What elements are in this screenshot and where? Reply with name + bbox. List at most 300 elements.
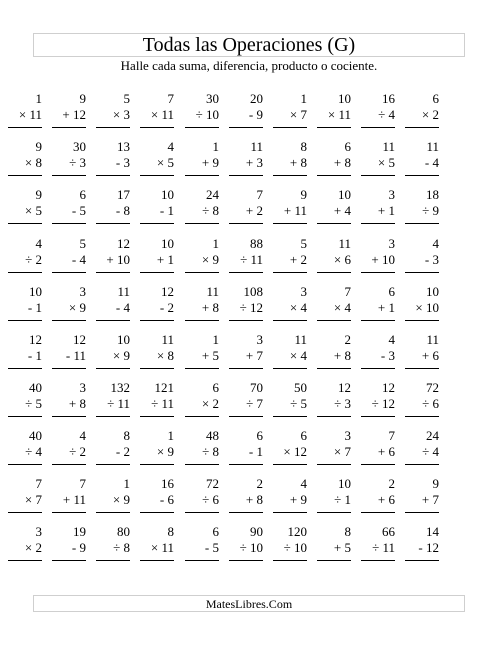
answer-line [140,272,174,273]
operand-top: 121 [154,380,174,395]
operand-top: 9 [300,187,307,202]
operand-bottom: × 4 [289,348,307,363]
answer-line [317,175,351,176]
problem [96,92,130,132]
operand-top: 11 [426,139,439,154]
operand-bottom: + 8 [333,348,351,363]
operand-bottom: - 1 [27,348,42,363]
answer-line [8,175,42,176]
operand-bottom: + 7 [245,348,263,363]
problem [317,477,351,517]
operand-top: 14 [426,524,439,539]
problem [185,237,219,277]
problem [8,477,42,517]
operand-top: 7 [256,187,263,202]
answer-line [185,272,219,273]
operand-bottom: × 5 [24,203,42,218]
operand-top: 8 [123,428,130,443]
answer-line [96,512,130,513]
problem [361,140,395,180]
problem [405,140,439,180]
operand-bottom: + 6 [377,492,395,507]
answer-line [140,512,174,513]
operand-bottom: + 1 [377,300,395,315]
operand-top: 6 [212,524,219,539]
operand-bottom: - 1 [27,300,42,315]
operand-bottom: × 9 [201,252,219,267]
operand-bottom: × 9 [156,444,174,459]
operand-bottom: × 10 [415,300,439,315]
operand-top: 10 [117,332,130,347]
operand-bottom: ÷ 3 [334,396,351,411]
operand-bottom: + 2 [245,203,263,218]
operand-top: 4 [79,428,86,443]
footer-site: MatesLibres.Com [205,596,293,611]
operand-bottom: ÷ 7 [246,396,263,411]
operand-bottom: ÷ 5 [290,396,307,411]
answer-line [8,223,42,224]
operand-top: 40 [29,380,42,395]
operand-bottom: × 9 [112,348,130,363]
problem [140,381,174,421]
problem [273,525,307,565]
operand-top: 9 [35,187,42,202]
answer-line [185,560,219,561]
operand-bottom: - 1 [159,203,174,218]
problem [273,188,307,228]
problem [52,381,86,421]
answer-line [8,512,42,513]
operand-bottom: - 9 [248,107,263,122]
problem [229,477,263,517]
problem [52,237,86,277]
problem [96,188,130,228]
problem [52,92,86,132]
operand-top: 11 [206,284,219,299]
answer-line [361,416,395,417]
problem [52,333,86,373]
operand-top: 66 [382,524,395,539]
operand-top: 4 [167,139,174,154]
operand-top: 19 [73,524,86,539]
answer-line [229,320,263,321]
problem [229,188,263,228]
answer-line [229,175,263,176]
operand-bottom: + 4 [333,203,351,218]
operand-top: 30 [206,91,219,106]
operand-top: 6 [344,139,351,154]
problem [96,525,130,565]
answer-line [273,512,307,513]
operand-top: 9 [79,91,86,106]
operand-bottom: + 10 [371,252,395,267]
answer-line [8,464,42,465]
answer-line [229,560,263,561]
problem [361,285,395,325]
answer-line [361,512,395,513]
operand-bottom: - 12 [418,540,439,555]
problem [405,333,439,373]
answer-line [317,320,351,321]
operand-bottom: × 2 [201,396,219,411]
problem [185,285,219,325]
operand-bottom: - 8 [115,203,130,218]
answer-line [361,464,395,465]
operand-top: 13 [117,139,130,154]
problem [273,429,307,469]
operand-top: 3 [300,284,307,299]
operand-bottom: ÷ 10 [239,540,263,555]
operand-bottom: ÷ 1 [334,492,351,507]
problem [273,285,307,325]
problem-row [24,187,465,228]
answer-line [140,464,174,465]
problem [317,429,351,469]
operand-bottom: × 11 [327,107,351,122]
problem [185,477,219,517]
operand-top: 6 [300,428,307,443]
operand-top: 3 [344,428,351,443]
operand-top: 40 [29,428,42,443]
problem-row [24,524,465,565]
answer-line [8,416,42,417]
answer-line [317,127,351,128]
operand-bottom: + 1 [377,203,395,218]
operand-bottom: × 7 [333,444,351,459]
operand-top: 8 [300,139,307,154]
answer-line [405,223,439,224]
operand-top: 3 [388,236,395,251]
page-title: Todas las Operaciones (G) [142,34,356,56]
operand-bottom: × 2 [24,540,42,555]
answer-line [317,416,351,417]
answer-line [317,272,351,273]
operand-top: 12 [338,380,351,395]
operand-top: 5 [79,236,86,251]
answer-line [273,175,307,176]
answer-line [52,272,86,273]
problem [185,525,219,565]
operand-bottom: × 2 [421,107,439,122]
operand-top: 10 [338,187,351,202]
answer-line [8,560,42,561]
operand-bottom: × 8 [24,155,42,170]
problem [140,237,174,277]
answer-line [273,464,307,465]
problem [140,140,174,180]
problem [8,92,42,132]
answer-line [229,272,263,273]
problem [361,237,395,277]
operand-top: 1 [212,139,219,154]
operand-top: 16 [382,91,395,106]
answer-line [185,416,219,417]
operand-top: 7 [167,91,174,106]
operand-bottom: × 7 [24,492,42,507]
answer-line [96,175,130,176]
operand-bottom: - 4 [115,300,130,315]
operand-top: 4 [432,236,439,251]
operand-top: 120 [287,524,307,539]
operand-top: 24 [426,428,439,443]
problem [229,237,263,277]
answer-line [361,560,395,561]
operand-bottom: × 8 [156,348,174,363]
operand-bottom: ÷ 12 [239,300,263,315]
operand-top: 9 [35,139,42,154]
operand-top: 12 [117,236,130,251]
operand-top: 70 [250,380,263,395]
problem [52,477,86,517]
operand-bottom: × 12 [283,444,307,459]
problem [405,381,439,421]
answer-line [273,368,307,369]
operand-bottom: - 9 [71,540,86,555]
answer-line [96,223,130,224]
answer-line [52,368,86,369]
answer-line [140,416,174,417]
problem [405,285,439,325]
operand-bottom: × 7 [289,107,307,122]
operand-bottom: + 9 [201,155,219,170]
answer-line [361,272,395,273]
answer-line [361,223,395,224]
operand-bottom: - 3 [424,252,439,267]
problem [96,285,130,325]
problem [361,333,395,373]
answer-line [405,175,439,176]
instructions: Halle cada suma, diferencia, producto o cociente. [120,58,378,73]
operand-bottom: + 6 [377,444,395,459]
operand-top: 11 [382,139,395,154]
problem [185,92,219,132]
answer-line [361,127,395,128]
operand-bottom: - 6 [159,492,174,507]
answer-line [52,175,86,176]
operand-bottom: + 8 [333,155,351,170]
operand-top: 6 [388,284,395,299]
operand-top: 7 [344,284,351,299]
operand-top: 90 [250,524,263,539]
operand-top: 11 [338,236,351,251]
operand-bottom: × 6 [333,252,351,267]
operand-bottom: × 9 [68,300,86,315]
operand-bottom: × 11 [150,107,174,122]
operand-bottom: ÷ 8 [202,203,219,218]
answer-line [140,368,174,369]
operand-top: 2 [256,476,263,491]
problem [96,477,130,517]
operand-top: 10 [161,187,174,202]
operand-bottom: + 5 [201,348,219,363]
operand-top: 4 [388,332,395,347]
operand-top: 6 [256,428,263,443]
problem [317,381,351,421]
problem-row [27,284,465,325]
operand-top: 72 [206,476,219,491]
operand-top: 5 [300,236,307,251]
operand-bottom: - 11 [65,348,86,363]
operand-bottom: × 5 [377,155,395,170]
operand-bottom: + 8 [201,300,219,315]
problem [8,381,42,421]
operand-top: 12 [161,284,174,299]
operand-bottom: × 11 [18,107,42,122]
problem [317,92,351,132]
operand-top: 6 [432,91,439,106]
problem [317,525,351,565]
problem [52,525,86,565]
operand-top: 11 [250,139,263,154]
problem [317,333,351,373]
operand-top: 4 [300,476,307,491]
problem [229,429,263,469]
problem [140,285,174,325]
problem [8,285,42,325]
operand-top: 2 [344,332,351,347]
operand-top: 80 [117,524,130,539]
answer-line [185,223,219,224]
answer-line [140,223,174,224]
problem [317,188,351,228]
operand-top: 11 [426,332,439,347]
operand-bottom: - 2 [159,300,174,315]
problem [317,237,351,277]
answer-line [361,368,395,369]
operand-top: 7 [79,476,86,491]
answer-line [361,320,395,321]
answer-line [52,512,86,513]
answer-line [52,416,86,417]
operand-top: 10 [426,284,439,299]
operand-bottom: - 3 [380,348,395,363]
answer-line [273,272,307,273]
operand-bottom: ÷ 5 [25,396,42,411]
operand-top: 8 [167,524,174,539]
operand-bottom: + 12 [62,107,86,122]
answer-line [185,464,219,465]
problem [185,188,219,228]
problem [52,285,86,325]
operand-top: 11 [117,284,130,299]
operand-bottom: × 5 [156,155,174,170]
operand-top: 10 [161,236,174,251]
operand-top: 4 [35,236,42,251]
answer-line [405,320,439,321]
problem [96,140,130,180]
operand-top: 10 [338,476,351,491]
operand-top: 18 [426,187,439,202]
answer-line [405,560,439,561]
problem [140,92,174,132]
problem [52,429,86,469]
answer-line [185,127,219,128]
operand-top: 48 [206,428,219,443]
answer-line [52,127,86,128]
operand-top: 1 [123,476,130,491]
problem [8,333,42,373]
operand-bottom: - 3 [115,155,130,170]
problem-row [18,91,465,132]
operand-bottom: + 5 [333,540,351,555]
problem [52,188,86,228]
operand-bottom: ÷ 11 [151,396,174,411]
answer-line [140,560,174,561]
operand-bottom: ÷ 4 [378,107,395,122]
problem [8,237,42,277]
answer-line [405,416,439,417]
problem [229,92,263,132]
answer-line [317,512,351,513]
operand-bottom: ÷ 4 [25,444,42,459]
answer-line [140,320,174,321]
answer-line [96,464,130,465]
answer-line [405,272,439,273]
operand-top: 30 [73,139,86,154]
operand-bottom: ÷ 11 [107,396,130,411]
problem [361,477,395,517]
operand-bottom: ÷ 11 [240,252,263,267]
operand-bottom: ÷ 6 [202,492,219,507]
answer-line [8,320,42,321]
problem [405,188,439,228]
answer-line [185,175,219,176]
operand-top: 17 [117,187,130,202]
operand-bottom: + 11 [62,492,86,507]
problem [229,525,263,565]
operand-top: 88 [250,236,263,251]
operand-top: 1 [35,91,42,106]
problem [273,92,307,132]
problem-row [24,139,465,180]
problem [361,381,395,421]
answer-line [96,127,130,128]
answer-line [185,320,219,321]
problem [140,525,174,565]
answer-line [8,127,42,128]
problem [361,429,395,469]
operand-bottom: + 1 [156,252,174,267]
problem [140,188,174,228]
operand-bottom: × 4 [289,300,307,315]
operand-top: 24 [206,187,219,202]
title-box [33,33,465,57]
answer-line [140,175,174,176]
problem [8,140,42,180]
problem [96,333,130,373]
operand-top: 3 [79,284,86,299]
operand-bottom: + 8 [68,396,86,411]
problem [8,525,42,565]
problem [185,381,219,421]
answer-line [185,368,219,369]
problem [229,333,263,373]
operand-top: 50 [294,380,307,395]
answer-line [96,272,130,273]
problem [273,381,307,421]
problem [405,237,439,277]
answer-line [273,416,307,417]
problem [405,477,439,517]
answer-line [8,272,42,273]
operand-top: 12 [382,380,395,395]
operand-top: 7 [388,428,395,443]
operand-top: 1 [167,428,174,443]
answer-line [405,464,439,465]
problem [185,333,219,373]
operand-bottom: - 2 [115,444,130,459]
problem [405,429,439,469]
